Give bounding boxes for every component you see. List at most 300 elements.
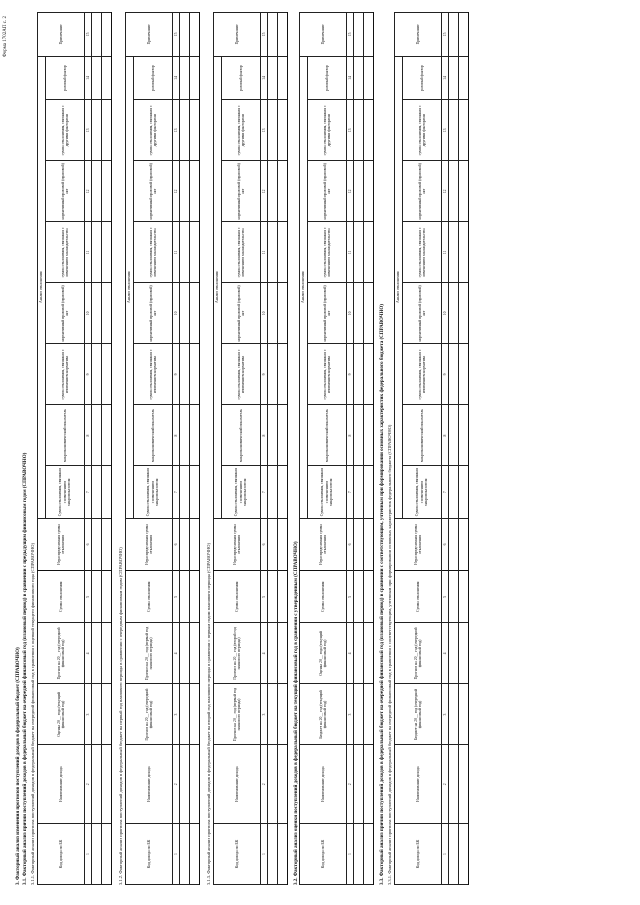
table-cell[interactable] bbox=[449, 283, 459, 344]
table-cell[interactable] bbox=[364, 283, 374, 344]
table-cell[interactable] bbox=[180, 623, 190, 684]
group-header-analysis: Анализ отклонения bbox=[395, 56, 403, 518]
table-cell[interactable] bbox=[92, 56, 102, 100]
table-title: 3.3.1. Факторный анализ прогноза поступлений доходов в федеральный бюджет на очередной финансовый год в сравнении с соответствующим, учтенным при формировании основных характеристик федерального бюджета (СПРАВОЧНО) bbox=[387, 424, 392, 885]
column-header: Код дохода по БК bbox=[395, 823, 442, 884]
column-number: 2 bbox=[85, 745, 92, 823]
table-cell[interactable] bbox=[190, 161, 200, 222]
column-number: 3 bbox=[261, 684, 268, 745]
column-number: 3 bbox=[347, 684, 354, 745]
column-header: сумма отклонения, связанная с другими факторами bbox=[222, 100, 261, 161]
table-cell[interactable] bbox=[459, 823, 469, 884]
column-number: 10 bbox=[442, 283, 449, 344]
table-cell[interactable] bbox=[268, 405, 278, 466]
table-cell[interactable] bbox=[278, 56, 288, 100]
column-number: 9 bbox=[442, 344, 449, 405]
column-header: Код дохода по БК bbox=[300, 823, 347, 884]
column-number: 15 bbox=[347, 13, 354, 57]
column-number: 5 bbox=[173, 571, 180, 623]
table-block-32 bbox=[299, 12, 374, 885]
table-cell[interactable] bbox=[364, 745, 374, 823]
column-number: 8 bbox=[347, 405, 354, 466]
table-cell[interactable] bbox=[190, 623, 200, 684]
table-cell[interactable] bbox=[354, 571, 364, 623]
table-cell[interactable] bbox=[364, 571, 374, 623]
table-cell[interactable] bbox=[92, 344, 102, 405]
column-header: разовый фактор bbox=[308, 56, 347, 100]
table-cell[interactable] bbox=[354, 283, 364, 344]
column-header: Прогноз на 20__ год (очередной финансовый год) bbox=[395, 623, 442, 684]
table-cell[interactable] bbox=[190, 823, 200, 884]
table-cell[interactable] bbox=[278, 344, 288, 405]
table-cell[interactable] bbox=[354, 518, 364, 570]
column-header: Примечание bbox=[395, 13, 442, 57]
table-cell[interactable] bbox=[268, 100, 278, 161]
section-3-title: 3. Факторный анализ изменения прогнозов поступлений доходов в федеральный бюджет (СПРАВОЧНО) bbox=[16, 647, 21, 885]
factor-analysis-table bbox=[125, 12, 200, 885]
column-header: сумма отклонения, связанная с другими факторами bbox=[46, 100, 85, 161]
table-title: 3.1.1. Факторный анализ прогноза поступлений доходов в федеральный бюджет на очередной финансовый год в сравнении с оценкой текущего финансового года (СПРАВОЧНО) bbox=[30, 543, 35, 885]
table-cell[interactable] bbox=[190, 571, 200, 623]
column-number: 4 bbox=[173, 623, 180, 684]
column-header: Код дохода по БК bbox=[214, 823, 261, 884]
table-cell[interactable] bbox=[180, 344, 190, 405]
table-cell[interactable] bbox=[180, 283, 190, 344]
table-cell[interactable] bbox=[92, 100, 102, 161]
column-header: Сумма отклонения bbox=[214, 571, 261, 623]
column-number: 1 bbox=[347, 823, 354, 884]
table-cell[interactable] bbox=[180, 13, 190, 57]
column-header: Прогноз на 20__ год (очередной финансовый год) bbox=[126, 684, 173, 745]
table-cell[interactable] bbox=[190, 283, 200, 344]
table-cell[interactable] bbox=[102, 405, 112, 466]
table-cell[interactable] bbox=[449, 161, 459, 222]
table-cell[interactable] bbox=[449, 13, 459, 57]
table-cell[interactable] bbox=[180, 571, 190, 623]
table-cell[interactable] bbox=[459, 405, 469, 466]
table-cell[interactable] bbox=[278, 623, 288, 684]
column-number: 6 bbox=[442, 518, 449, 570]
column-header: Примечание bbox=[214, 13, 261, 57]
table-cell[interactable] bbox=[268, 56, 278, 100]
column-number: 5 bbox=[442, 571, 449, 623]
column-header: сумма отклонения, связанная с другими факторами bbox=[403, 100, 442, 161]
column-number: 14 bbox=[85, 56, 92, 100]
table-block-313 bbox=[206, 12, 288, 885]
column-header: Нераспределенная сумма отклонения bbox=[300, 518, 347, 570]
table-cell[interactable] bbox=[459, 745, 469, 823]
table-cell[interactable] bbox=[268, 623, 278, 684]
section-3-2-title: 3.2. Факторный анализ оценки поступлений доходов в федеральный бюджет на текущий финансовый год в сравнении с утвержденным (СПРАВОЧНО) bbox=[294, 541, 299, 885]
column-number: 7 bbox=[442, 466, 449, 518]
column-number: 12 bbox=[347, 161, 354, 222]
column-number: 1 bbox=[173, 823, 180, 884]
column-header: нормативный правовой (правовой) акт bbox=[46, 283, 85, 344]
table-cell[interactable] bbox=[190, 56, 200, 100]
table-cell[interactable] bbox=[278, 283, 288, 344]
table-cell[interactable] bbox=[190, 405, 200, 466]
column-header: сумма отклонения, связанная с изменением законодательства bbox=[308, 222, 347, 283]
table-cell[interactable] bbox=[102, 518, 112, 570]
factor-analysis-table bbox=[394, 12, 469, 885]
table-cell[interactable] bbox=[180, 518, 190, 570]
table-cell[interactable] bbox=[190, 684, 200, 745]
table-cell[interactable] bbox=[354, 13, 364, 57]
table-cell[interactable] bbox=[180, 684, 190, 745]
column-header: Нераспределенная сумма отклонения bbox=[126, 518, 173, 570]
table-row bbox=[268, 13, 278, 885]
table-cell[interactable] bbox=[354, 161, 364, 222]
column-number: 8 bbox=[85, 405, 92, 466]
group-header-analysis: Анализ отклонения bbox=[300, 56, 308, 518]
table-cell[interactable] bbox=[92, 623, 102, 684]
table-cell[interactable] bbox=[449, 684, 459, 745]
column-header: макроэкономический показатель bbox=[403, 405, 442, 466]
table-cell[interactable] bbox=[278, 518, 288, 570]
column-number: 14 bbox=[173, 56, 180, 100]
column-number: 2 bbox=[442, 745, 449, 823]
table-cell[interactable] bbox=[364, 56, 374, 100]
column-header: Сумма отклонения, связанная с изменением макропоказателя bbox=[308, 466, 347, 518]
column-header: нормативный правовой (правовой) акт bbox=[308, 161, 347, 222]
column-header: нормативный правовой (правовой) акт bbox=[403, 283, 442, 344]
table-cell[interactable] bbox=[354, 623, 364, 684]
column-number: 4 bbox=[347, 623, 354, 684]
table-cell[interactable] bbox=[459, 466, 469, 518]
column-header: макроэкономический показатель bbox=[222, 405, 261, 466]
column-header: разовый фактор bbox=[134, 56, 173, 100]
table-cell[interactable] bbox=[268, 222, 278, 283]
column-header: Бюджет на 20__ год (очередной финансовый год) bbox=[395, 684, 442, 745]
table-cell[interactable] bbox=[102, 161, 112, 222]
table-cell[interactable] bbox=[102, 466, 112, 518]
column-number: 3 bbox=[85, 684, 92, 745]
column-header: сумма отклонения, связанная с изменением норматива bbox=[222, 344, 261, 405]
table-cell[interactable] bbox=[449, 571, 459, 623]
column-header: Сумма отклонения bbox=[126, 571, 173, 623]
table-cell[interactable] bbox=[190, 745, 200, 823]
column-number: 13 bbox=[347, 100, 354, 161]
table-cell[interactable] bbox=[364, 222, 374, 283]
column-header: макроэкономический показатель bbox=[46, 405, 85, 466]
table-cell[interactable] bbox=[102, 222, 112, 283]
table-cell[interactable] bbox=[190, 518, 200, 570]
table-cell[interactable] bbox=[278, 823, 288, 884]
column-number: 1 bbox=[85, 823, 92, 884]
column-number: 7 bbox=[173, 466, 180, 518]
column-number: 7 bbox=[261, 466, 268, 518]
table-row bbox=[449, 13, 459, 885]
column-number: 10 bbox=[85, 283, 92, 344]
table-cell[interactable] bbox=[459, 56, 469, 100]
column-number: 1 bbox=[261, 823, 268, 884]
column-header: макроэкономический показатель bbox=[308, 405, 347, 466]
table-cell[interactable] bbox=[459, 222, 469, 283]
column-header: Нераспределенная сумма отклонения bbox=[38, 518, 85, 570]
table-cell[interactable] bbox=[102, 823, 112, 884]
table-cell[interactable] bbox=[449, 466, 459, 518]
column-header: Наименование дохода bbox=[38, 745, 85, 823]
table-cell[interactable] bbox=[449, 823, 459, 884]
column-number: 15 bbox=[85, 13, 92, 57]
table-cell[interactable] bbox=[268, 745, 278, 823]
table-cell[interactable] bbox=[278, 745, 288, 823]
table-cell[interactable] bbox=[268, 518, 278, 570]
section-3-1-title: 3.1. Факторный анализ причин поступлений доходов в федеральный бюджет на очередной финансовый год (плановый период) в сравнении с предыдущим финансовым годом (СПРАВОЧНО) bbox=[23, 452, 28, 885]
table-cell[interactable] bbox=[92, 222, 102, 283]
column-header: нормативный правовой (правовой) акт bbox=[308, 283, 347, 344]
column-header: нормативный правовой (правовой) акт bbox=[46, 161, 85, 222]
column-header: сумма отклонения, связанная с другими факторами bbox=[134, 100, 173, 161]
table-cell[interactable] bbox=[180, 100, 190, 161]
table-cell[interactable] bbox=[92, 823, 102, 884]
column-header: Наименование дохода bbox=[126, 745, 173, 823]
column-header: Сумма отклонения, связанная с изменением макропоказателя bbox=[46, 466, 85, 518]
table-cell[interactable] bbox=[190, 222, 200, 283]
table-cell[interactable] bbox=[102, 623, 112, 684]
table-cell[interactable] bbox=[354, 100, 364, 161]
column-number: 6 bbox=[85, 518, 92, 570]
table-row bbox=[180, 13, 190, 885]
table-cell[interactable] bbox=[278, 405, 288, 466]
factor-analysis-table bbox=[299, 12, 374, 885]
table-cell[interactable] bbox=[354, 222, 364, 283]
column-number: 12 bbox=[173, 161, 180, 222]
form-number: Форма 1702АП с. 2 bbox=[3, 16, 8, 58]
table-cell[interactable] bbox=[102, 13, 112, 57]
column-number: 2 bbox=[261, 745, 268, 823]
table-cell[interactable] bbox=[190, 13, 200, 57]
table-cell[interactable] bbox=[354, 745, 364, 823]
column-number: 4 bbox=[442, 623, 449, 684]
column-number: 11 bbox=[442, 222, 449, 283]
group-header-analysis: Анализ отклонения bbox=[38, 56, 46, 518]
table-cell[interactable] bbox=[92, 684, 102, 745]
table-cell[interactable] bbox=[354, 466, 364, 518]
table-cell[interactable] bbox=[180, 161, 190, 222]
column-header: нормативный правовой (правовой) акт bbox=[222, 161, 261, 222]
table-cell[interactable] bbox=[278, 466, 288, 518]
table-cell[interactable] bbox=[268, 823, 278, 884]
column-header: Примечание bbox=[126, 13, 173, 57]
column-header: Сумма отклонения, связанная с изменением макропоказателя bbox=[134, 466, 173, 518]
table-cell[interactable] bbox=[364, 684, 374, 745]
table-cell[interactable] bbox=[364, 13, 374, 57]
column-header: сумма отклонения, связанная с изменением норматива bbox=[308, 344, 347, 405]
table-cell[interactable] bbox=[92, 745, 102, 823]
table-cell[interactable] bbox=[459, 161, 469, 222]
column-number: 9 bbox=[261, 344, 268, 405]
column-header: Код дохода по БК bbox=[38, 823, 85, 884]
table-cell[interactable] bbox=[278, 161, 288, 222]
table-cell[interactable] bbox=[92, 13, 102, 57]
table-cell[interactable] bbox=[190, 344, 200, 405]
table-cell[interactable] bbox=[92, 405, 102, 466]
table-cell[interactable] bbox=[180, 823, 190, 884]
column-number: 13 bbox=[442, 100, 449, 161]
column-header: Бюджет на 20__ год (текущий финансовый год) bbox=[300, 684, 347, 745]
table-cell[interactable] bbox=[364, 623, 374, 684]
column-number: 12 bbox=[85, 161, 92, 222]
table-cell[interactable] bbox=[449, 623, 459, 684]
column-header: Оценка 20__ года (текущий финансовый год) bbox=[38, 684, 85, 745]
table-cell[interactable] bbox=[102, 684, 112, 745]
column-number: 9 bbox=[85, 344, 92, 405]
column-header: Наименование дохода bbox=[395, 745, 442, 823]
column-number: 8 bbox=[442, 405, 449, 466]
table-cell[interactable] bbox=[364, 466, 374, 518]
column-number: 5 bbox=[85, 571, 92, 623]
column-number: 13 bbox=[261, 100, 268, 161]
table-cell[interactable] bbox=[92, 161, 102, 222]
table-cell[interactable] bbox=[364, 518, 374, 570]
table-cell[interactable] bbox=[180, 222, 190, 283]
column-header: Наименование дохода bbox=[214, 745, 261, 823]
column-header: разовый фактор bbox=[222, 56, 261, 100]
column-header: нормативный правовой (правовой) акт bbox=[403, 161, 442, 222]
table-cell[interactable] bbox=[459, 571, 469, 623]
table-row bbox=[364, 13, 374, 885]
column-header: Код дохода по БК bbox=[126, 823, 173, 884]
table-cell[interactable] bbox=[102, 283, 112, 344]
table-cell[interactable] bbox=[459, 100, 469, 161]
column-number: 13 bbox=[85, 100, 92, 161]
table-cell[interactable] bbox=[449, 518, 459, 570]
column-header: Прогноз на 20__ год (первый год планового периода) bbox=[126, 623, 173, 684]
column-header: нормативный правовой (правовой) акт bbox=[134, 283, 173, 344]
table-cell[interactable] bbox=[268, 283, 278, 344]
column-header: сумма отклонения, связанная с изменением норматива bbox=[46, 344, 85, 405]
table-cell[interactable] bbox=[92, 466, 102, 518]
table-cell[interactable] bbox=[449, 405, 459, 466]
table-cell[interactable] bbox=[278, 222, 288, 283]
table-row bbox=[278, 13, 288, 885]
table-cell[interactable] bbox=[364, 100, 374, 161]
column-number: 14 bbox=[347, 56, 354, 100]
column-number: 5 bbox=[261, 571, 268, 623]
table-cell[interactable] bbox=[354, 823, 364, 884]
column-header: разовый фактор bbox=[403, 56, 442, 100]
column-number: 9 bbox=[173, 344, 180, 405]
table-cell[interactable] bbox=[354, 684, 364, 745]
table-cell[interactable] bbox=[102, 56, 112, 100]
table-cell[interactable] bbox=[92, 283, 102, 344]
table-cell[interactable] bbox=[102, 344, 112, 405]
column-header: Сумма отклонения bbox=[300, 571, 347, 623]
table-cell[interactable] bbox=[278, 100, 288, 161]
column-number: 3 bbox=[173, 684, 180, 745]
section-3-3-title: 3.3. Факторный анализ причин поступлений доходов в федеральный бюджет на очередной финансовый год (плановый период) в сравнении с соответствующим, учтенным при формировании основных характеристик федерального бюджета (СПРАВОЧНО) bbox=[380, 304, 385, 885]
column-number: 11 bbox=[261, 222, 268, 283]
table-cell[interactable] bbox=[459, 623, 469, 684]
table-cell[interactable] bbox=[102, 100, 112, 161]
column-number: 7 bbox=[85, 466, 92, 518]
table-cell[interactable] bbox=[102, 571, 112, 623]
table-cell[interactable] bbox=[459, 344, 469, 405]
table-cell[interactable] bbox=[449, 745, 459, 823]
table-cell[interactable] bbox=[190, 466, 200, 518]
table-cell[interactable] bbox=[92, 571, 102, 623]
column-number: 11 bbox=[85, 222, 92, 283]
column-number: 12 bbox=[261, 161, 268, 222]
column-header: Сумма отклонения, связанная с изменением макропоказателя bbox=[403, 466, 442, 518]
column-header: Прогноз на 20__ год (первый год планового периода) bbox=[214, 684, 261, 745]
table-cell[interactable] bbox=[364, 161, 374, 222]
table-cell[interactable] bbox=[268, 13, 278, 57]
column-number: 14 bbox=[442, 56, 449, 100]
column-number: 10 bbox=[347, 283, 354, 344]
factor-analysis-table bbox=[37, 12, 112, 885]
column-number: 14 bbox=[261, 56, 268, 100]
table-cell[interactable] bbox=[354, 344, 364, 405]
table-cell[interactable] bbox=[364, 405, 374, 466]
column-header: сумма отклонения, связанная с изменением законодательства bbox=[134, 222, 173, 283]
table-cell[interactable] bbox=[459, 518, 469, 570]
factor-analysis-table bbox=[213, 12, 288, 885]
table-cell[interactable] bbox=[459, 684, 469, 745]
table-cell[interactable] bbox=[180, 745, 190, 823]
column-number: 2 bbox=[173, 745, 180, 823]
column-header: Прогноз на 20__ год (второй год планового периода) bbox=[214, 623, 261, 684]
column-number: 1 bbox=[442, 823, 449, 884]
column-header: сумма отклонения, связанная с изменением законодательства bbox=[222, 222, 261, 283]
table-cell[interactable] bbox=[180, 466, 190, 518]
table-cell[interactable] bbox=[102, 745, 112, 823]
table-cell[interactable] bbox=[449, 100, 459, 161]
table-cell[interactable] bbox=[278, 13, 288, 57]
table-cell[interactable] bbox=[449, 344, 459, 405]
table-cell[interactable] bbox=[449, 222, 459, 283]
table-cell[interactable] bbox=[190, 100, 200, 161]
table-block-331 bbox=[387, 12, 469, 885]
table-cell[interactable] bbox=[278, 571, 288, 623]
table-block-311 bbox=[30, 12, 112, 885]
column-number: 10 bbox=[261, 283, 268, 344]
column-number: 6 bbox=[173, 518, 180, 570]
table-title: 3.1.2. Факторный анализ прогноза поступлений доходов в федеральный бюджет на первый год планового периода в сравнении с очередным финансовым годом (СПРАВОЧНО) bbox=[118, 547, 123, 885]
table-cell[interactable] bbox=[92, 518, 102, 570]
column-header: Нераспределенная сумма отклонения bbox=[214, 518, 261, 570]
table-cell[interactable] bbox=[268, 161, 278, 222]
column-number: 12 bbox=[442, 161, 449, 222]
column-number: 4 bbox=[85, 623, 92, 684]
column-number: 8 bbox=[261, 405, 268, 466]
column-header: сумма отклонения, связанная с изменением законодательства bbox=[46, 222, 85, 283]
table-cell[interactable] bbox=[449, 56, 459, 100]
table-cell[interactable] bbox=[354, 56, 364, 100]
column-header: Прогноз на 20__ год (очередной финансовый год) bbox=[38, 623, 85, 684]
table-cell[interactable] bbox=[180, 405, 190, 466]
table-cell[interactable] bbox=[354, 405, 364, 466]
table-cell[interactable] bbox=[268, 344, 278, 405]
column-number: 15 bbox=[261, 13, 268, 57]
column-header: Примечание bbox=[38, 13, 85, 57]
table-cell[interactable] bbox=[180, 56, 190, 100]
table-cell[interactable] bbox=[364, 344, 374, 405]
column-header: нормативный правовой (правовой) акт bbox=[222, 283, 261, 344]
group-header-analysis: Анализ отклонения bbox=[126, 56, 134, 518]
table-cell[interactable] bbox=[268, 571, 278, 623]
table-cell[interactable] bbox=[364, 823, 374, 884]
column-header: Сумма отклонения bbox=[395, 571, 442, 623]
column-number: 10 bbox=[173, 283, 180, 344]
column-number: 13 bbox=[173, 100, 180, 161]
table-cell[interactable] bbox=[268, 466, 278, 518]
table-cell[interactable] bbox=[459, 13, 469, 57]
table-cell[interactable] bbox=[459, 283, 469, 344]
table-cell[interactable] bbox=[278, 684, 288, 745]
table-cell[interactable] bbox=[268, 684, 278, 745]
